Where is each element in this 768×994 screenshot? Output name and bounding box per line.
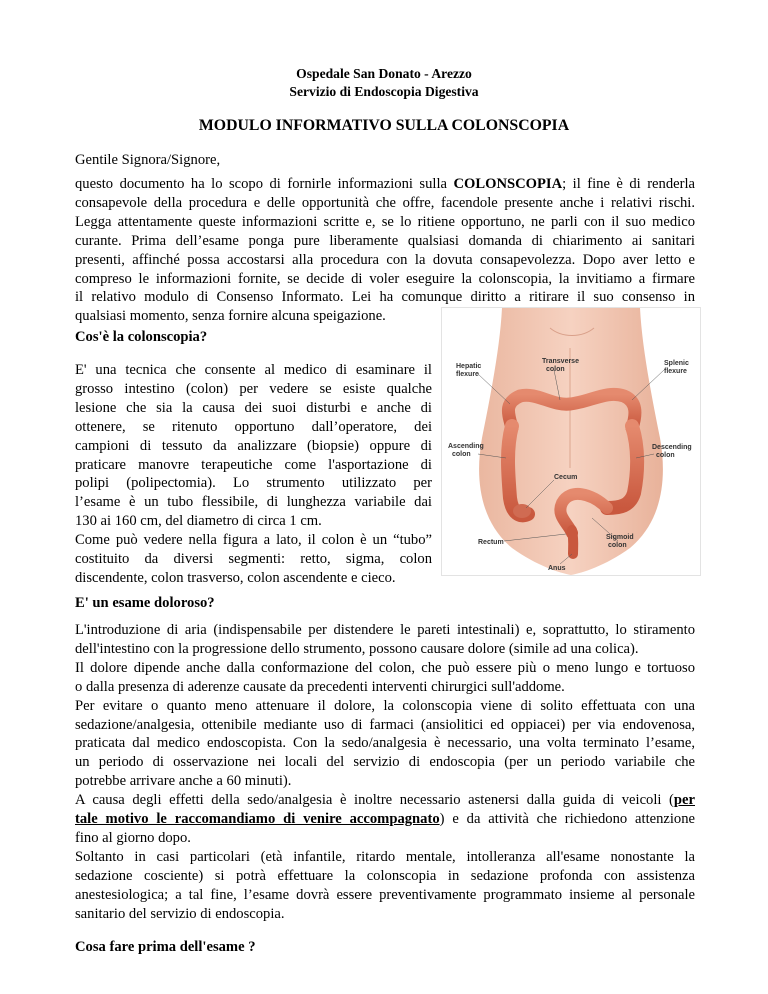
section1-line: 130 ai 160 cm, del diametro di circa 1 cm. [75,513,322,530]
underlined-recommendation: tale motivo le raccomandiamo di venire accompagnato [75,811,440,828]
section-heading-prima-esame: Cosa fare prima dell'esame ? [75,939,256,955]
colon-anatomy-figure [441,307,701,576]
label-ascending-colon: Ascending colon [448,443,484,458]
rectum-shape [572,530,573,554]
cecum-shape [513,504,531,518]
section2-line: sedazione/analgesia, ottenibile mediante uso di farmaci (ansiolitici ed oppiacei) per via endovenosa, [75,716,695,733]
intro-paragraph [75,175,695,326]
section2-line: A causa degli effetti della sedo/analgesia è inoltre necessario astenersi dalla guida di veicoli (per [75,792,695,809]
colon-illustration [442,308,700,575]
section1-line: costituito da diversi segmenti: retto, sigma, colon [75,551,432,568]
intro-line: presenti, affinché possa accostarsi alla procedura con la dovuta consapevolezza. Dopo aver letto e [75,251,695,268]
intro-line: consapevole della procedura e delle opportunità che offre, facendole presente anche i relativi rischi. [75,194,695,211]
section2-line: Soltanto in casi particolari (età infantile, ritardo mentale, intolleranza all'esame nonostante la [75,848,695,865]
section1-paragraph [75,361,432,588]
intro-line: compreso le informazioni fornite, se decide di voler eseguire la colonscopia, la invitiamo a firmare [75,270,695,287]
section2-line: tale motivo le raccomandiamo di venire accompagnato) e da attività che richiedono attenzione [75,811,696,828]
intro-line: questo documento ha lo scopo di fornirle informazioni sulla COLONSCOPIA; il fine è di renderla [75,176,695,192]
section2-line: potrebbe arrivare anche a 60 minuti). [75,773,292,790]
section1-line: ottenere, se ritenuto opportuno dall’operatore, dei [75,418,432,435]
section-heading-doloroso: E' un esame doloroso? [75,595,215,611]
section1-line: lesione che sia la causa dei suoi disturbi e anche di [75,399,432,416]
section2-line: Per evitare o quanto meno attenuare il dolore, la colonscopia viene di solito effettuata con una [75,697,695,714]
section2-line: sedazione cosciente) si potrà effettuare la colonscopia in sedazione profonda con assistenza [75,867,695,884]
intro-line: curante. Prima dell’esame ponga pure liberamente qualsiasi domanda di chiarimento ai sanitari [75,232,695,249]
service-name: Servizio di Endoscopia Digestiva [289,84,479,99]
intro-line: il relativo modulo di Consenso Informato. Lei ha comunque diritto a ritirare il suo consenso in [75,289,695,306]
label-splenic-flexure: Splenic flexure [664,360,689,375]
section1-line: polipi (polipectomia). Lo strumento utilizzato per [75,475,432,492]
section2-line: sanitario del servizio di endoscopia. [75,905,285,922]
section1-line: grosso intestino (colon) per vedere se esiste qualche [75,380,432,397]
section2-paragraph [75,621,695,924]
section2-line: anestesiologica; a tal fine, l’esame dovrà essere preventivamente programmato insieme al personale [75,886,695,903]
section2-line: o dalla presenza di aderenze causate da precedenti interventi chirurgici sull'addome. [75,678,565,695]
section2-line: un periodo di osservazione nei locali del servizio di endoscopia (per un periodo variabile che [75,754,695,771]
bold-colonscopia: COLONSCOPIA [453,176,563,192]
label-sigmoid-colon: Sigmoid colon [606,534,634,549]
intro-line: Legga attentamente queste informazioni scritte e, se lo ritiene opportuno, ne parli con il suo medico [75,213,695,230]
underlined-per: per [673,792,695,809]
section2-line: Il dolore dipende anche dalla conformazione del colon, che può essere più o meno lungo e tortuoso [75,659,695,676]
label-anus: Anus [548,565,566,572]
intro-line: qualsiasi momento, senza fornire alcuna speigazione. [75,308,386,325]
section1-line: praticare manovre terapeutiche come l'asportazione di [75,456,432,473]
hospital-name: Ospedale San Donato - Arezzo [296,66,472,81]
section2-line: fino al giorno dopo. [75,829,191,846]
document-title: MODULO INFORMATIVO SULLA COLONSCOPIA [198,117,570,134]
label-hepatic-flexure: Hepatic flexure [456,363,482,378]
section-heading-cos-e: Cos'è la colonscopia? [75,329,208,345]
label-rectum: Rectum [478,539,504,546]
label-descending-colon: Descending colon [652,444,692,459]
section1-line: l’esame è un tubo flessibile, di lunghezza variabile dai [75,494,432,511]
section2-line: dell'intestino con la progressione dello strumento, possono causare dolore (simile ad una colica). [75,640,639,657]
section1-line: campioni di tessuto da analizzare (biopsie) oppure di [75,437,432,454]
section2-line: L'introduzione di aria (indispensabile per distendere le pareti intestinali) e, soprattutto, lo stiramento [75,622,695,638]
label-cecum: Cecum [554,474,578,481]
label-transverse-colon: Transverse colon [542,358,579,373]
section1-line: discendente, colon trasverso, colon ascendente e cieco. [75,569,396,586]
section1-line: Come può vedere nella figura a lato, il colon è un “tubo” [75,532,432,549]
section2-line: praticata dal medico endoscopista. Con la sedo/analgesia è necessario, una volta terminato l’esame, [75,735,695,752]
section1-line: E' una tecnica che consente al medico di esaminare il [75,362,432,378]
greeting: Gentile Signora/Signore, [75,152,221,168]
